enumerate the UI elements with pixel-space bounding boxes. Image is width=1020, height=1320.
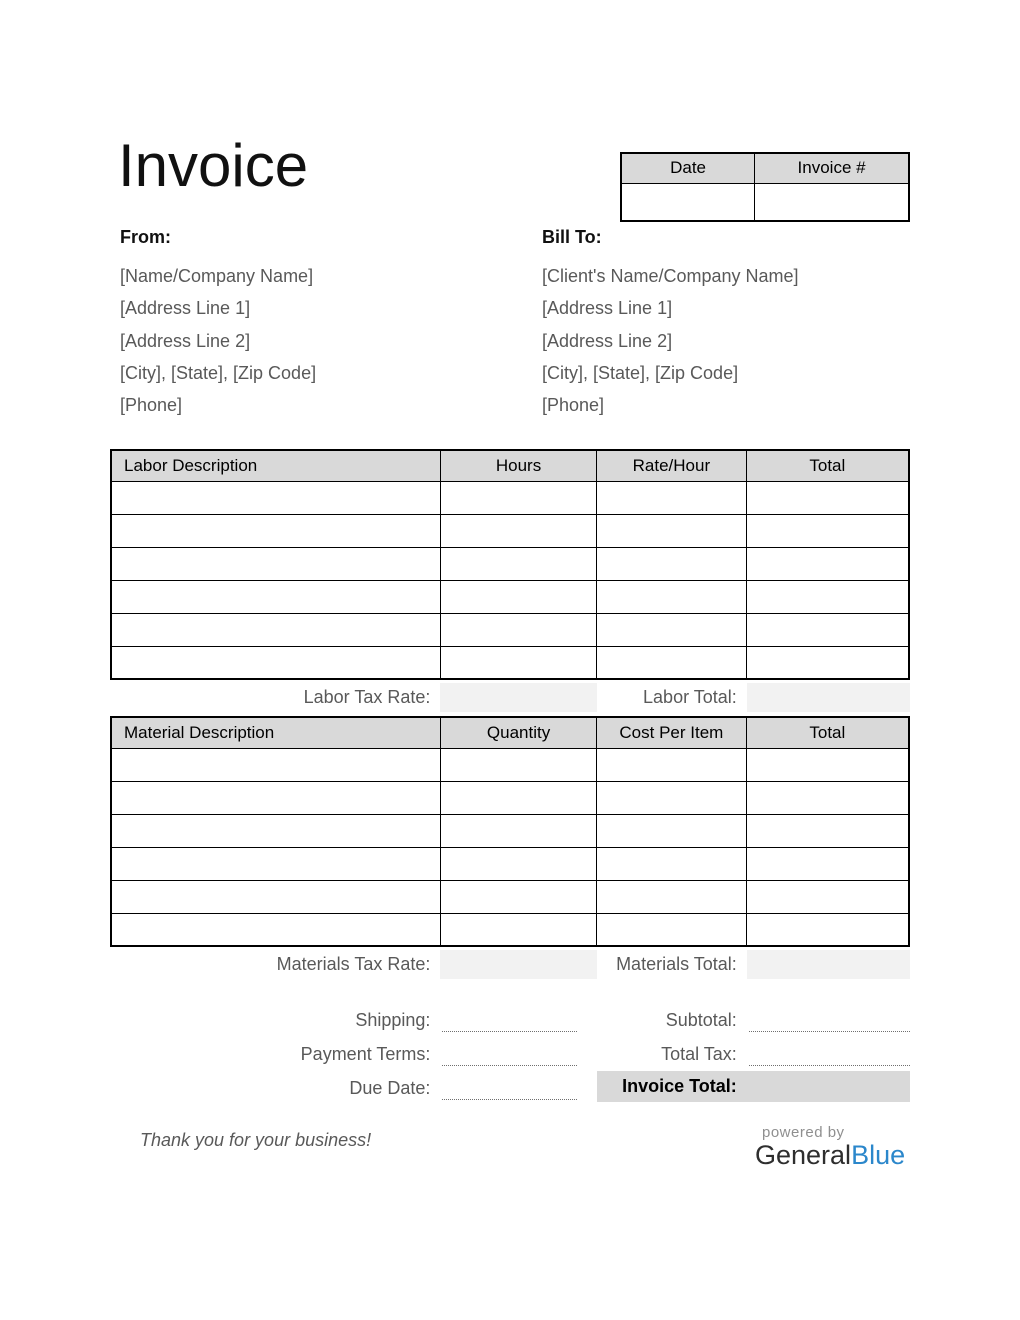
material-cost-header: Cost Per Item xyxy=(597,717,747,748)
table-row xyxy=(111,814,909,847)
material-cell[interactable] xyxy=(441,880,597,913)
table-row xyxy=(111,547,909,580)
material-cell[interactable] xyxy=(441,748,597,781)
from-label: From: xyxy=(120,227,171,247)
material-cell[interactable] xyxy=(746,781,909,814)
labor-cell[interactable] xyxy=(746,613,909,646)
material-cell[interactable] xyxy=(111,814,441,847)
material-cell[interactable] xyxy=(111,781,441,814)
invoice-total-row xyxy=(597,1071,910,1102)
labor-rate-header: Rate/Hour xyxy=(597,450,747,481)
labor-cell[interactable] xyxy=(111,646,441,679)
table-row xyxy=(111,580,909,613)
material-quantity-header: Quantity xyxy=(441,717,597,748)
material-cell[interactable] xyxy=(441,781,597,814)
material-cell[interactable] xyxy=(746,880,909,913)
date-invoice-table xyxy=(620,152,910,222)
table-row xyxy=(111,781,909,814)
subtotal-field[interactable] xyxy=(747,1001,910,1035)
labor-cell[interactable] xyxy=(597,646,747,679)
labor-hours-header: Hours xyxy=(441,450,597,481)
table-row xyxy=(111,481,909,514)
labor-cell[interactable] xyxy=(746,646,909,679)
bill-to-address-line-2: [Address Line 2] xyxy=(542,330,673,351)
labor-tax-rate-label: Labor Tax Rate: xyxy=(303,687,431,707)
labor-cell[interactable] xyxy=(746,547,909,580)
material-cell[interactable] xyxy=(746,814,909,847)
materials-tax-row xyxy=(110,950,910,979)
labor-cell[interactable] xyxy=(441,580,597,613)
labor-cell[interactable] xyxy=(441,514,597,547)
invoice-number-field[interactable] xyxy=(755,183,909,221)
labor-cell[interactable] xyxy=(441,547,597,580)
material-cell[interactable] xyxy=(441,847,597,880)
labor-tax-row xyxy=(110,683,910,712)
bill-to-label: Bill To: xyxy=(542,227,602,247)
powered-by-text: powered by xyxy=(762,1124,845,1141)
materials-tax-rate-field[interactable] xyxy=(440,950,596,979)
from-name: [Name/Company Name] xyxy=(120,266,314,286)
summary-section xyxy=(110,1001,910,1103)
table-row xyxy=(111,514,909,547)
material-cell[interactable] xyxy=(111,913,441,946)
thank-you-message: Thank you for your business! xyxy=(140,1130,372,1150)
table-row xyxy=(111,880,909,913)
labor-cell[interactable] xyxy=(111,580,441,613)
bill-to-city-state-zip: [City], [State], [Zip Code] xyxy=(542,362,739,383)
material-cell[interactable] xyxy=(746,748,909,781)
labor-cell[interactable] xyxy=(597,580,747,613)
page-title: Invoice xyxy=(118,132,309,199)
material-cell[interactable] xyxy=(597,847,747,880)
material-cell[interactable] xyxy=(746,847,909,880)
labor-total-label: Labor Total: xyxy=(643,687,737,707)
from-phone: [Phone] xyxy=(120,395,183,416)
subtotal-label: Subtotal: xyxy=(665,1009,737,1030)
total-tax-label: Total Tax: xyxy=(661,1043,737,1064)
materials-tax-rate-label: Materials Tax Rate: xyxy=(276,954,431,974)
table-row xyxy=(111,613,909,646)
subtotal-underline xyxy=(749,1031,910,1032)
material-cell[interactable] xyxy=(597,913,747,946)
labor-cell[interactable] xyxy=(441,613,597,646)
shipping-field[interactable] xyxy=(440,1001,596,1035)
from-address-line-1: [Address Line 1] xyxy=(120,298,251,319)
labor-tax-rate-field[interactable] xyxy=(440,683,596,712)
brand-blue-text: Blue xyxy=(851,1140,906,1170)
due-date-underline xyxy=(442,1099,577,1100)
labor-cell[interactable] xyxy=(597,514,747,547)
brand-name xyxy=(755,1141,910,1171)
material-cell[interactable] xyxy=(111,880,441,913)
payment-terms-label: Payment Terms: xyxy=(300,1043,431,1064)
bill-to-phone: [Phone] xyxy=(542,395,605,416)
material-cell[interactable] xyxy=(746,913,909,946)
material-cell[interactable] xyxy=(111,847,441,880)
brand-general-text: General xyxy=(755,1140,852,1170)
labor-table xyxy=(110,449,910,680)
total-tax-underline xyxy=(749,1065,910,1066)
labor-cell[interactable] xyxy=(111,613,441,646)
from-address-line-2: [Address Line 2] xyxy=(120,330,251,351)
from-city-state-zip: [City], [State], [Zip Code] xyxy=(120,362,317,383)
labor-section xyxy=(110,449,910,712)
material-cell[interactable] xyxy=(597,748,747,781)
labor-cell[interactable] xyxy=(111,514,441,547)
materials-total-label: Materials Total: xyxy=(616,954,737,974)
invoice-number-header: Invoice # xyxy=(755,153,909,183)
addresses-section xyxy=(120,227,910,421)
materials-table xyxy=(110,716,910,947)
general-blue-logo xyxy=(755,1124,910,1171)
shipping-underline xyxy=(442,1031,577,1032)
material-cell[interactable] xyxy=(597,781,747,814)
labor-cell[interactable] xyxy=(746,580,909,613)
labor-description-header: Labor Description xyxy=(111,450,441,481)
labor-cell[interactable] xyxy=(746,514,909,547)
total-tax-field[interactable] xyxy=(747,1035,910,1069)
labor-total-field[interactable] xyxy=(747,683,910,712)
due-date-field[interactable] xyxy=(440,1069,596,1103)
labor-cell[interactable] xyxy=(111,481,441,514)
labor-total-header: Total xyxy=(746,450,909,481)
material-cell[interactable] xyxy=(597,814,747,847)
labor-cell[interactable] xyxy=(597,547,747,580)
material-cell[interactable] xyxy=(597,880,747,913)
material-cell[interactable] xyxy=(441,913,597,946)
payment-terms-underline xyxy=(442,1065,577,1066)
invoice-total-label: Invoice Total: xyxy=(622,1076,737,1096)
material-description-header: Material Description xyxy=(111,717,441,748)
labor-cell[interactable] xyxy=(441,481,597,514)
table-row xyxy=(111,913,909,946)
table-row xyxy=(111,646,909,679)
date-field[interactable] xyxy=(621,183,755,221)
material-cell[interactable] xyxy=(441,814,597,847)
bill-to-block xyxy=(542,227,910,421)
material-total-header: Total xyxy=(746,717,909,748)
table-row xyxy=(111,748,909,781)
labor-cell[interactable] xyxy=(111,547,441,580)
shipping-label: Shipping: xyxy=(355,1009,431,1030)
payment-terms-field[interactable] xyxy=(440,1035,596,1069)
labor-cell[interactable] xyxy=(746,481,909,514)
labor-cell[interactable] xyxy=(597,481,747,514)
bill-to-name: [Client's Name/Company Name] xyxy=(542,266,799,286)
from-block xyxy=(120,227,542,421)
materials-section xyxy=(110,716,910,979)
date-header: Date xyxy=(621,153,755,183)
due-date-label: Due Date: xyxy=(349,1077,431,1098)
bill-to-address-line-1: [Address Line 1] xyxy=(542,298,673,319)
labor-cell[interactable] xyxy=(441,646,597,679)
table-row xyxy=(111,847,909,880)
materials-total-field[interactable] xyxy=(747,950,910,979)
labor-cell[interactable] xyxy=(597,613,747,646)
material-cell[interactable] xyxy=(111,748,441,781)
